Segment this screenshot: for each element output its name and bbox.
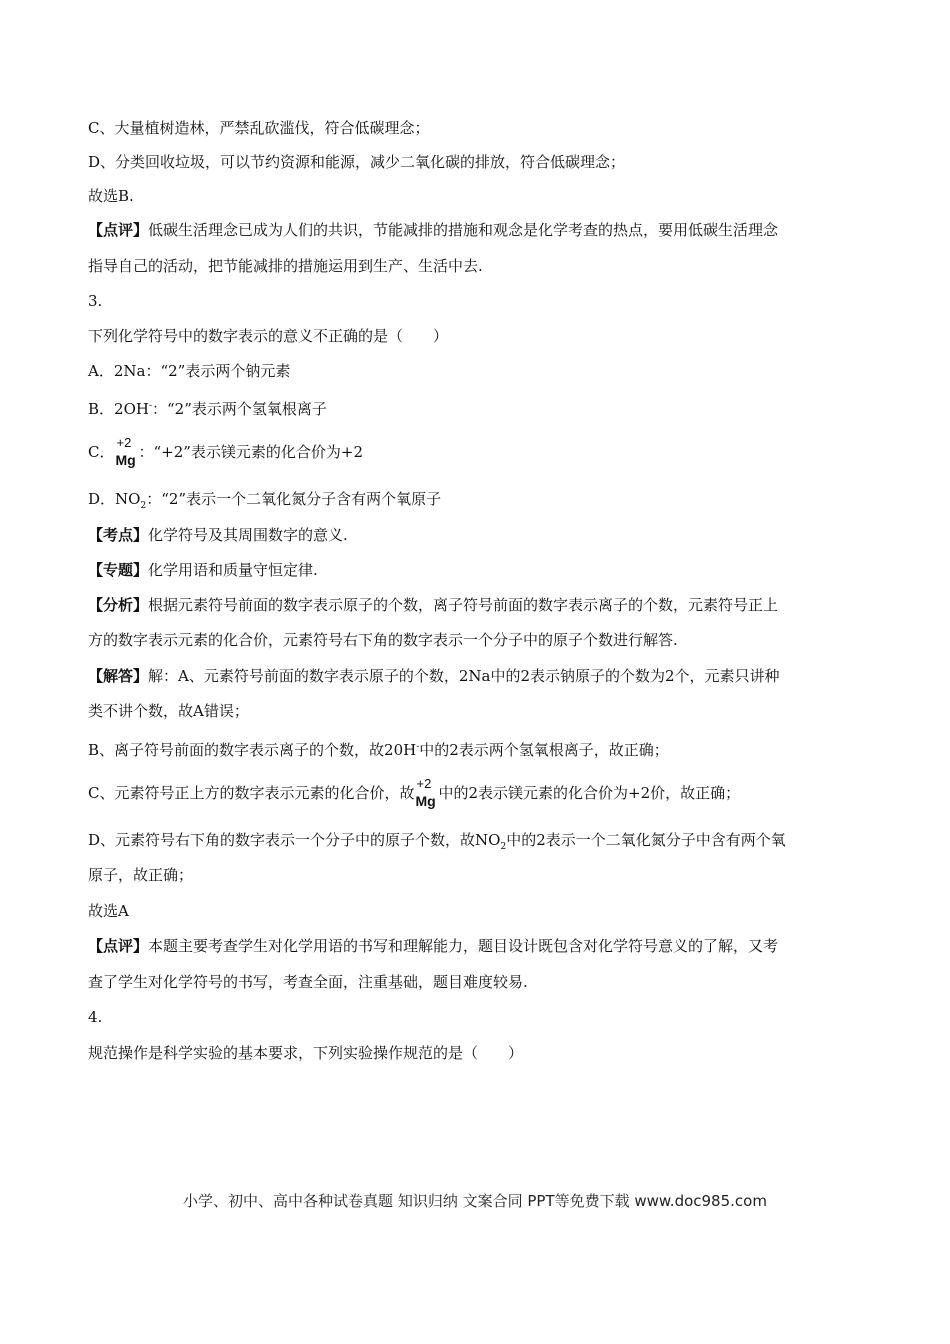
comment-line: 【点评】本题主要考查学生对化学用语的书写和理解能力，题目设计既包含对化学符号意义的了解，又考: [88, 937, 779, 955]
text-line: 指导自己的活动，把节能减排的措施运用到生产、生活中去.: [88, 257, 483, 275]
text-line: C、元素符号正上方的数字表示元素的化合价，故 +2 Mg 中的2表示镁元素的化合价为+2价，故正确；: [88, 776, 741, 809]
option-d: D．$NO_2$：“2”表示一个二氧化氮分子含有两个氧原子: [88, 490, 442, 511]
option-b: B．2OH-：“2”表示两个氢氧根离子: [88, 400, 327, 418]
question-stem: 下列化学符号中的数字表示的意义不正确的是（ ）: [88, 327, 449, 345]
text-line: D、元素符号右下角的数字表示一个分子中的原子个数，故$NO_2$中的2表示一个二氧化氮分子中含有两个氧: [88, 831, 786, 852]
answer-line: 【解答】解：A、元素符号前面的数字表示原子的个数，2Na中的2表示钠原子的个数为2个，元素只讲种: [88, 667, 780, 685]
comment-tag: 【点评】: [88, 221, 149, 239]
text-line: D、分类回收垃圾，可以节约资源和能源，减少二氧化碳的排放，符合低碳理念；: [88, 153, 626, 171]
text-line: 类不讲个数，故A错误；: [88, 702, 249, 720]
text-line: 原子，故正确；: [88, 866, 194, 884]
comment-line: 【点评】低碳生活理念已成为人们的共识，节能减排的措施和观念是化学考查的热点，要用低碳生活理念: [88, 221, 779, 239]
mg-valence-symbol: +2 Mg: [115, 435, 136, 468]
option-a: A．2Na：“2”表示两个钠元素: [88, 362, 291, 380]
text-line: C、大量植树造林，严禁乱砍滥伐，符合低碳理念；: [88, 119, 430, 137]
question-stem: 规范操作是科学实验的基本要求，下列实验操作规范的是（ ）: [88, 1044, 524, 1062]
analysis-line: 【分析】根据元素符号前面的数字表示原子的个数，离子符号前面的数字表示离子的个数，元素符号正上: [88, 596, 779, 614]
text-line: 查了学生对化学符号的书写，考查全面，注重基础，题目难度较易.: [88, 973, 528, 991]
footer-text: 小学、初中、高中各种试卷真题 知识归纳 文案合同 PPT等免费下载 www.doc985.com: [183, 1192, 767, 1210]
text-line: B、离子符号前面的数字表示离子的个数，故20H-中的2表示两个氢氧根离子，故正确；: [88, 741, 669, 759]
question-number: 3.: [88, 292, 103, 310]
topic-line: 【专题】化学用语和质量守恒定律.: [88, 561, 318, 579]
text-line: 故选A: [88, 902, 129, 920]
question-number: 4.: [88, 1008, 103, 1026]
text-line: 方的数字表示元素的化合价，元素符号右下角的数字表示一个分子中的原子个数进行解答.: [88, 631, 678, 649]
keypoint-line: 【考点】化学符号及其周围数字的意义.: [88, 526, 348, 544]
text-line: 故选B.: [88, 187, 134, 205]
option-c: C． +2 Mg ：“+2”表示镁元素的化合价为+2: [88, 435, 364, 468]
mg-valence-symbol: +2 Mg: [415, 776, 436, 809]
